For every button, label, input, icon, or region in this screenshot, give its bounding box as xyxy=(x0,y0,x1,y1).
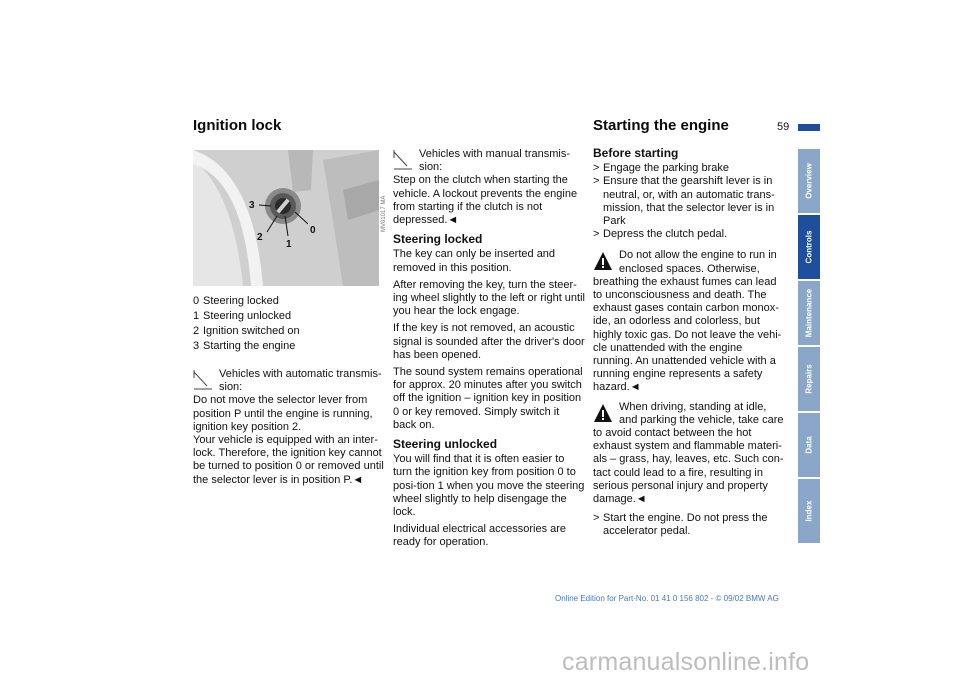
legend-row xyxy=(193,324,383,339)
ignition-lock-heading: Ignition lock xyxy=(193,117,282,134)
tab-data[interactable] xyxy=(798,413,820,477)
legend-text: Steering locked xyxy=(203,295,279,307)
photo-label-1: 1 xyxy=(286,239,292,250)
photo-reference-code: MV01017 MA xyxy=(381,195,387,232)
note-icon xyxy=(393,150,413,170)
ignition-lock-photo xyxy=(193,150,379,286)
steering-locked-p3: If the key is not removed, an acoustic signal is sounded after the driver's door has been opened. xyxy=(393,322,585,361)
note-lead-text: Vehicles with manual transmis-sion: xyxy=(419,148,571,174)
photo-label-2: 2 xyxy=(257,232,263,243)
middle-column xyxy=(393,148,585,554)
steering-unlocked-p1: You will find that it is often easier to turn the ignition key from position 0 to posi-tion 1 when you move the steering wheel slightly to help disengage the lock. xyxy=(393,453,585,519)
tab-label: Controls xyxy=(804,230,814,264)
right-column xyxy=(593,147,785,539)
tab-repairs[interactable] xyxy=(798,347,820,411)
before-starting-heading: Before starting xyxy=(593,146,679,160)
page-marker-bar xyxy=(798,124,820,131)
steering-unlocked-p2: Individual electrical accessories are ready for operation. xyxy=(393,523,567,549)
legend-num: 0 xyxy=(193,295,200,307)
legend-num: 2 xyxy=(193,325,200,337)
bullet-item: > Ensure that the gearshift lever is in neutral, or, with an automatic trans-mission, that the selector lever is in Park xyxy=(593,175,785,228)
warning-lead-text: Do not allow the engine to run in enclosed spaces. Otherwise, xyxy=(619,249,777,275)
tab-label: Repairs xyxy=(804,364,814,394)
section-side-tabs xyxy=(798,149,820,545)
ignition-lock-illustration xyxy=(193,150,379,286)
bullet-item: > Engage the parking brake xyxy=(593,162,785,175)
tab-maintenance[interactable] xyxy=(798,281,820,345)
tab-label: Maintenance xyxy=(804,288,814,338)
note-body: Step on the clutch when starting the vehicle. A lockout prevents the engine from starting if the clutch is not depressed.◄ xyxy=(393,174,578,227)
manual-transmission-note xyxy=(393,148,585,227)
bullet-item: > Depress the clutch pedal. xyxy=(593,228,785,241)
starting-engine-heading: Starting the engine xyxy=(593,117,729,134)
warning-icon xyxy=(593,403,613,423)
photo-label-3: 3 xyxy=(249,200,255,211)
warning-body: to avoid contact between the hot exhaust system and flammable materi-als – grass, hay, leaves, etc. Such con-tact could lead to a fire, resulting in serious personal injury and property damage.◄ xyxy=(593,427,784,506)
note-icon xyxy=(193,370,213,390)
legend-text: Starting the engine xyxy=(203,340,296,352)
legend-num: 1 xyxy=(193,310,200,322)
tab-label: Overview xyxy=(804,163,814,199)
steering-unlocked-heading: Steering unlocked xyxy=(393,437,498,452)
note-block xyxy=(193,368,385,487)
note-body-2: Your vehicle is equipped with an inter-lock. Therefore, the ignition key cannot be turned to position 0 or removed until the selector lever is in position P.◄ xyxy=(193,434,384,486)
legend-text: Ignition switched on xyxy=(203,325,300,337)
warning-exhaust-enclosed xyxy=(593,249,785,394)
legend-num: 3 xyxy=(193,340,200,352)
note-lead-text: Vehicles with automatic transmis-sion: xyxy=(219,368,382,394)
note-body: Do not move the selector lever from position P until the engine is running, ignition key position 2. xyxy=(193,394,373,433)
legend-row xyxy=(193,309,383,324)
footer-edition-note: Online Edition for Part-No. 01 41 0 156 802 - © 09/02 BMW AG xyxy=(555,594,779,603)
legend-text: Steering unlocked xyxy=(203,310,292,322)
tab-label: Index xyxy=(804,500,814,522)
ignition-positions-legend xyxy=(193,294,383,354)
warning-icon xyxy=(593,251,613,271)
legend-row xyxy=(193,339,383,354)
warning-body: breathing the exhaust fumes can lead to unconsciousness and death. The exhaust gases contain carbon monox-ide, an odorless and colorless, but highly toxic gas. Do not leave the vehi-cle unattended with the engine running. An unattended vehicle with a running engine represents a safety hazard.◄ xyxy=(593,275,782,394)
warning-hot-exhaust xyxy=(593,401,785,507)
steering-locked-heading: Steering locked xyxy=(393,232,483,247)
automatic-transmission-note xyxy=(193,368,385,493)
steering-locked-p2: After removing the key, turn the steer-ing wheel slightly to the left or right until you hear the lock engage. xyxy=(393,278,585,318)
legend-row xyxy=(193,294,383,309)
page-number: 59 xyxy=(777,121,790,133)
warning-lead-text: When driving, standing at idle, and parking the vehicle, take care xyxy=(619,400,784,426)
watermark: carmanualsonline.info xyxy=(562,648,810,676)
steering-locked-p4: The sound system remains operational for approx. 20 minutes after you switch off the ignition – ignition key in position 0 or key removed. Simply switch it back on. xyxy=(393,366,583,431)
tab-index[interactable] xyxy=(798,479,820,543)
tab-label: Data xyxy=(804,436,814,454)
tab-overview[interactable] xyxy=(798,149,820,213)
bullet-item: > Start the engine. Do not press the accelerator pedal. xyxy=(593,512,785,538)
photo-label-0: 0 xyxy=(310,225,316,236)
tab-controls[interactable] xyxy=(798,215,820,279)
steering-locked-p1: The key can only be inserted and removed in this position. xyxy=(393,248,556,274)
